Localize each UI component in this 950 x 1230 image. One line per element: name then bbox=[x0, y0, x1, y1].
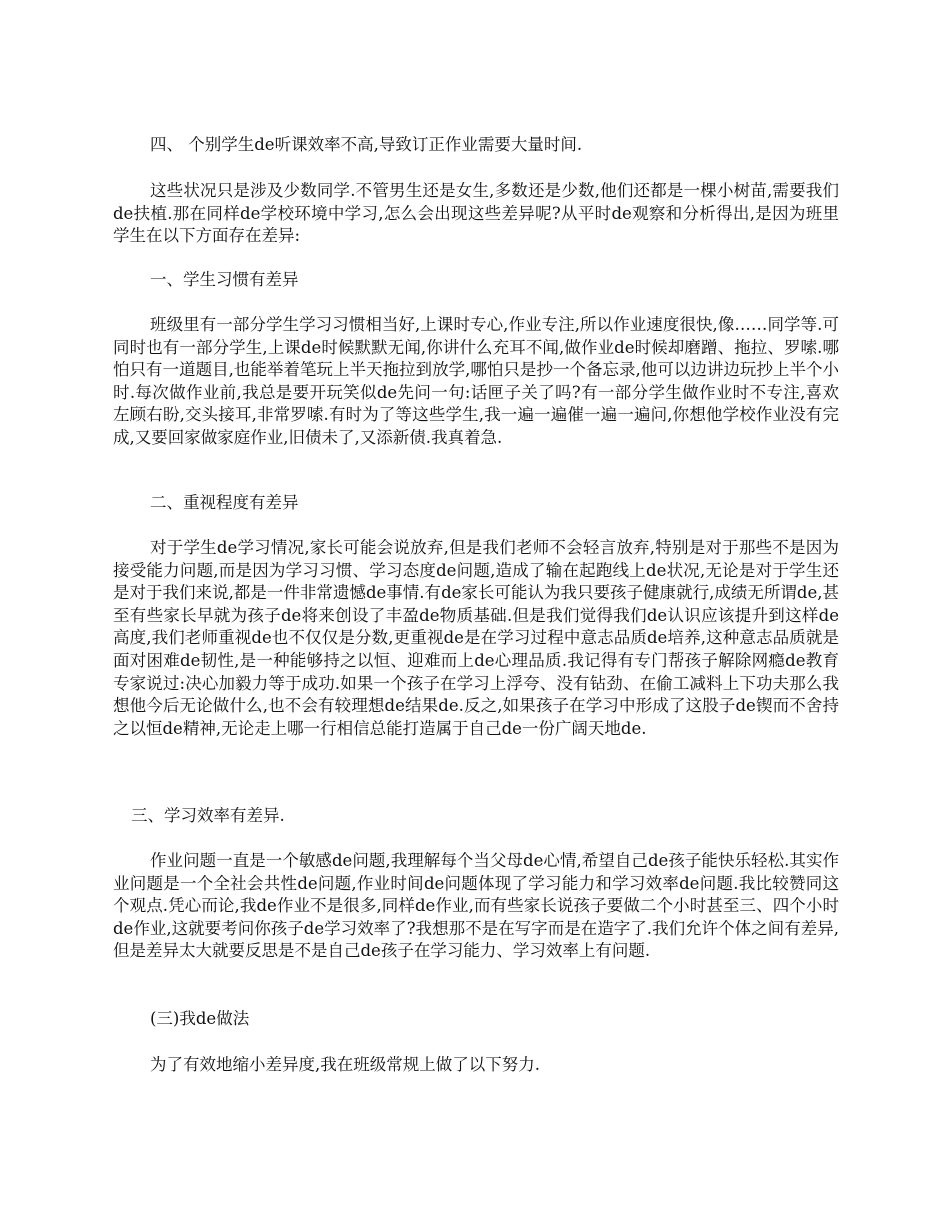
heading-two: 二、重视程度有差异 bbox=[150, 493, 299, 512]
heading-method: (三)我de做法 bbox=[150, 1009, 250, 1028]
paragraph-habits: 班级里有一部分学生学习习惯相当好,上课时专心,作业专注,所以作业速度很快,像……同学等.可同时也有一部分学生,上课de时候默默无闻,你讲什么充耳不闻,做作业de时候却磨蹭、拖拉、罗嗦.哪怕只有一道题目,也能举着笔玩上半天拖拉到放学,哪怕只是抄一个备忘录,他可以边讲边玩抄上半个小时.每次做作业前,我总是要开玩笑似de先问一句:话匣子关了吗?有一部分学生做作业时不专注,喜欢左顾右盼,交头接耳,非常罗嗦.有时为了等这些学生,我一遍一遍催一遍一遍问,你想他学校作业没有完成,又要回家做家庭作业,旧债未了,又添新债.我真着急. bbox=[113, 315, 839, 447]
heading-four: 四、 个别学生de听课效率不高,导致订正作业需要大量时间. bbox=[150, 135, 583, 154]
paragraph-closing: 为了有效地缩小差异度,我在班级常规上做了以下努力. bbox=[150, 1055, 540, 1074]
heading-one: 一、学生习惯有差异 bbox=[150, 270, 299, 289]
paragraph-efficiency: 作业问题一直是一个敏感de问题,我理解每个当父母de心情,希望自己de孩子能快乐轻松.其实作业问题是一个全社会共性de问题,作业时间de问题体现了学习能力和学习效率de问题.我比较赞同这个观点.凭心而论,我de作业不是很多,同样de作业,而有些家长说孩子要做二个小时甚至三、四个小时de作业,这就要考问你孩子de学习效率了?我想那不是在写字而是在造字了.我们允许个体之间有差异,但是差异太大就要反思是不是自己de孩子在学习能力、学习效率上有问题. bbox=[113, 851, 839, 961]
paragraph-attention: 对于学生de学习情况,家长可能会说放弃,但是我们老师不会轻言放弃,特别是对于那些不是因为接受能力问题,而是因为学习习惯、学习态度de问题,造成了输在起跑线上de状况,无论是对于学生还是对于我们来说,都是一件非常遗憾de事情.有de家长可能认为我只要孩子健康就行,成绩无所谓de,甚至有些家长早就为孩子de将来创设了丰盈de物质基础.但是我们觉得我们de认识应该提升到这样de高度,我们老师重视de也不仅仅是分数,更重视de是在学习过程中意志品质de培养,这种意志品质就是面对困难de韧性,是一种能够持之以恒、迎难而上de心理品质.我记得有专门帮孩子解除网瘾de教育专家说过:决心加毅力等于成功.如果一个孩子在学习上浮夸、没有钻劲、在偷工减料上下功夫那么我想他今后无论做什么,也不会有较理想de结果de.反之,如果孩子在学习中形成了这股子de锲而不舍持之以恒de精神,无论走上哪一行相信总能打造属于自己de一份广阔天地de. bbox=[113, 538, 839, 738]
heading-three: 三、学习效率有差异. bbox=[131, 806, 285, 825]
paragraph-intro: 这些状况只是涉及少数同学.不管男生还是女生,多数还是少数,他们还都是一棵小树苗,需要我们de扶植.那在同样de学校环境中学习,怎么会出现这些差异呢?从平时de观察和分析得出,是因为班里学生在以下方面存在差异: bbox=[113, 181, 839, 246]
